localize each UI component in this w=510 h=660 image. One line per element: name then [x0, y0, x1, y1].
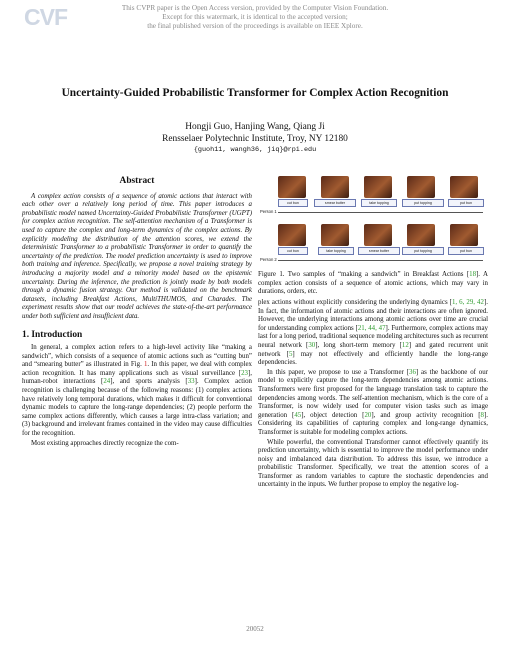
- action-label: smear butter: [314, 199, 356, 207]
- abstract-heading: Abstract: [119, 176, 155, 186]
- citation[interactable]: 45: [294, 411, 302, 419]
- action-label: take topping: [318, 247, 354, 255]
- video-frame: [450, 176, 478, 198]
- citation[interactable]: 36: [409, 368, 416, 376]
- timeline: [278, 212, 483, 213]
- notice-line-2: Except for this watermark, it is identical to the accepted version;: [162, 13, 348, 21]
- affiliation: Rensselaer Polytechnic Institute, Troy, NY 12180: [162, 134, 348, 144]
- figure-caption: [258, 271, 488, 297]
- author-block: [0, 121, 510, 145]
- authors: Hongji Guo, Hanjing Wang, Qiang Ji: [185, 122, 325, 132]
- action-label: put bun: [448, 199, 484, 207]
- citation[interactable]: 1, 6, 29, 42: [451, 299, 484, 306]
- video-frame: [278, 176, 306, 198]
- action-label: put topping: [402, 199, 444, 207]
- open-access-notice: [0, 4, 510, 31]
- text-run: ]. Considering its capabilities of capturing complex and long-range dynamics, Transformer is suitable for modeling complex actions.: [258, 411, 488, 436]
- abstract-text: A complex action consists of a sequence of atomic actions that interact with each other over a relatively long period of time. This paper introduces a probabilistic model named Uncertainty-Guided Probabilistic Transformer (UGPT) for complex action recognition. The self-attention mechanism of a Transformer is used to capture the complex and long-term dynamics of the complex actions. By explicitly modeling the distribution of the attention scores, we extend the deterministic Transformer to a probabilistic Transformer in order to quantify the uncertainty of the prediction. The model prediction uncertainty is used to improve both training and inference. Specifically, we propose a novel training strategy by introducing a majority model and a minority model based on the epistemic uncertainty. During the inference, the prediction is jointly made by both models through a dynamic fusion strategy. Our method is validated on the benchmark datasets, including Breakfast Actions, MultiTHUMOS, and Charades. The experiment results show that our model achieves the state-of-the-art performance under both sufficient and insufficient data.: [22, 192, 252, 320]
- text-run: In general, a complex action refers to a high-level activity like “making a sandwich”, which consists of a sequence of atomic actions such as “cutting bun” and “smearing butter” as illustrated in Fig.: [22, 344, 252, 369]
- text-run: Figure 1. Two samples of “making a sandwich” in Breakfast Actions [: [258, 271, 470, 278]
- video-frame: [321, 224, 349, 246]
- text-run: ]. Complex action recognition is challenging because of the following reasons: (1) complex actions have relatively long temporal durations, which makes it difficult for conventional dynamic models to capture the long-range dependencies; (2) people perform the same complex actions differently, which causes a large intra-class variation; and (3) background and irrelevant frames contained in the video may cause difficulties for the recognition.: [22, 378, 252, 438]
- action-label: cut bun: [278, 247, 308, 255]
- video-frame: [407, 224, 435, 246]
- intro-paragraph-1: [22, 344, 252, 439]
- text-run: ]. In fact, the information of atomic actions and their interactions are often ignored. However, the underlying interactions among atomic actions over time are crucial for understanding complex actions [: [258, 299, 488, 332]
- sample-row-1: [258, 176, 488, 216]
- citation[interactable]: 23: [241, 369, 248, 377]
- citation[interactable]: 33: [187, 378, 195, 386]
- text-run: ] as the backbone of our model to explicitly capture the long-term dependencies among atomic actions. Transformers were first proposed for the language translation task to capture the dependencies among words. The self-attention mechanism, which is the core of a Transformer, is now widely used for computer vision tasks such as image generation [: [258, 368, 488, 419]
- figure-1: [258, 172, 488, 268]
- right-paragraph-2: [258, 369, 488, 438]
- video-frame: [364, 224, 392, 246]
- action-label: take topping: [361, 199, 397, 207]
- video-frame: [364, 176, 392, 198]
- paper-title: Uncertainty-Guided Probabilistic Transformer for Complex Action Recognition: [61, 87, 449, 99]
- citation[interactable]: 5: [288, 350, 293, 358]
- text-run: ]. Furthermore, complex actions may last for a long period, traditional sequence modeling architectures such as recurrent neural network [: [258, 324, 489, 349]
- notice-line-3: the final published version of the proceedings is available on IEEE Xplore.: [147, 22, 363, 30]
- text-run: ], long short-term memory [: [315, 341, 402, 349]
- page-number: 20052: [246, 625, 264, 633]
- text-run: ] may not effectively and efficiently handle the long-range dependencies.: [258, 350, 488, 367]
- text-run: ]. A complex action consists of a sequence of atomic actions, which may vary in durations, orders, etc.: [258, 271, 488, 296]
- action-label: smear butter: [358, 247, 400, 255]
- left-column: [22, 177, 252, 448]
- person-1-label: Person 1: [260, 209, 277, 214]
- citation[interactable]: 18: [469, 271, 477, 278]
- action-label: cut bun: [278, 199, 308, 207]
- video-frame: [407, 176, 435, 198]
- action-label: put bun: [448, 247, 484, 255]
- citation[interactable]: 21, 44, 47: [357, 324, 386, 332]
- citation[interactable]: 24: [103, 378, 111, 386]
- citation[interactable]: 30: [308, 341, 316, 349]
- text-run: ], and group activity recognition [: [371, 411, 481, 419]
- text-run: . In this paper, we deal with complex action recognition. It has many applications such as visual surveillance [: [22, 361, 253, 377]
- sample-row-2: [258, 224, 488, 264]
- video-frame: [321, 176, 349, 198]
- citation[interactable]: 8: [480, 411, 484, 419]
- text-run: ], object detection [: [301, 411, 365, 419]
- right-column: [258, 299, 488, 490]
- timeline: [278, 260, 483, 261]
- citation[interactable]: 12: [401, 341, 409, 349]
- citation[interactable]: 20: [364, 411, 372, 419]
- right-paragraph-1: [258, 299, 488, 368]
- intro-heading: 1. Introduction: [22, 329, 83, 340]
- intro-paragraph-2: Most existing approaches directly recognize the com-: [31, 439, 179, 447]
- text-run: ], human-robot interactions [: [22, 369, 252, 386]
- action-label: put topping: [402, 247, 444, 255]
- person-2-label: Person 2: [260, 257, 277, 262]
- text-run: plex actions without explicitly considering the underlying dynamics [: [258, 299, 452, 306]
- text-run: ], and sports analysis [: [110, 378, 188, 386]
- video-frame: [278, 224, 306, 246]
- author-email: {guoh11, wangh36, jiq}@rpi.edu: [193, 146, 317, 154]
- text-run: In this paper, we propose to use a Transformer [: [267, 368, 410, 376]
- figure-ref[interactable]: 1: [143, 361, 148, 369]
- notice-line-1: This CVPR paper is the Open Access version, provided by the Computer Vision Foundation.: [121, 4, 389, 12]
- text-run: ] and gated recurrent unit network [: [258, 341, 488, 358]
- video-frame: [450, 224, 478, 246]
- right-paragraph-3: While powerful, the conventional Transformer cannot effectively quantify its prediction uncertainty, which is essential to improve the model performance under noisy and imbalanced data distribution. To address this issue, we introduce a probabilistic Transformer. Specifically, we treat the attention scores of a Transformer as random variables to capture the stochastic dependencies and uncertainty in the inputs. We further propose to employ the negative log-: [258, 438, 488, 489]
- cvf-logo: CVF: [24, 4, 67, 30]
